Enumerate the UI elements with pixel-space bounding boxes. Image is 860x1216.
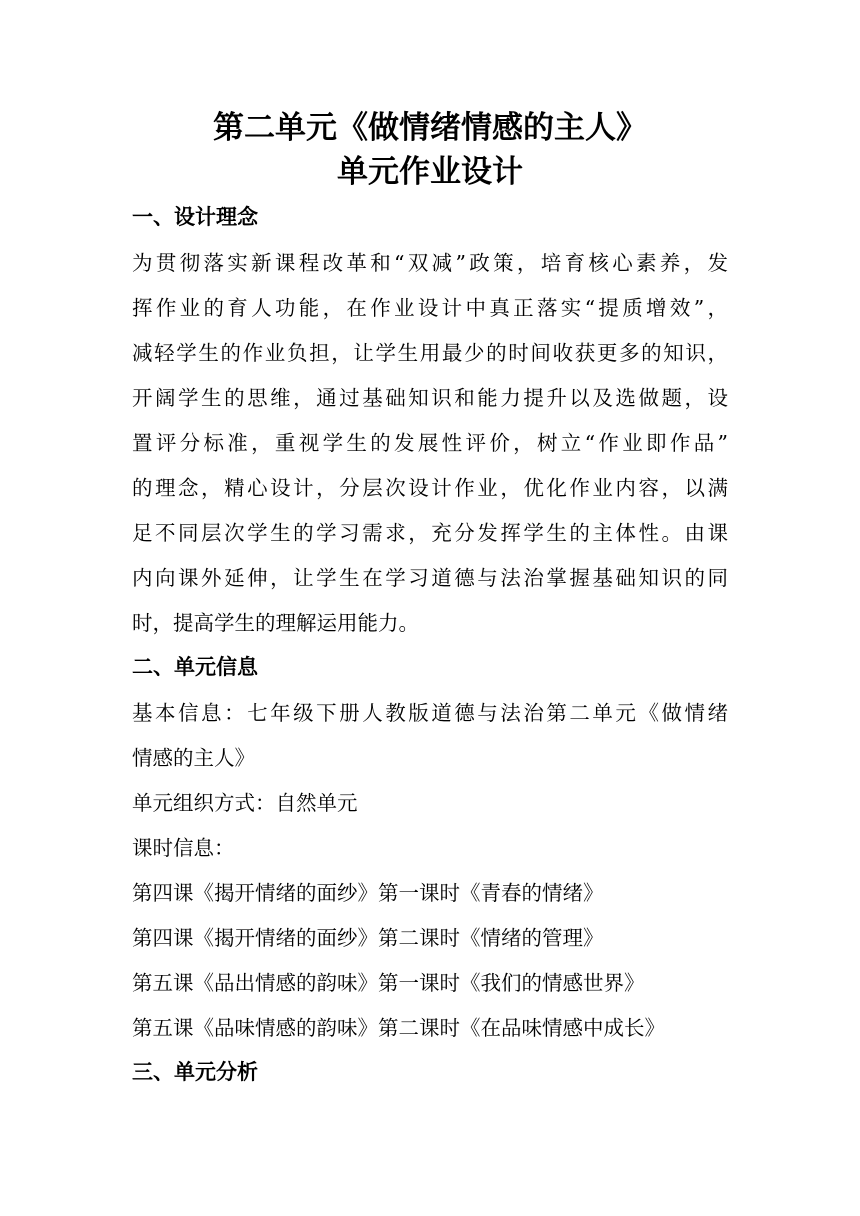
paragraph-line: 为贯彻落实新课程改革和“双减”政策，培育核心素养，发 [132, 251, 728, 275]
paragraph-line: 内向课外延伸，让学生在学习道德与法治掌握基础知识的同 [132, 566, 728, 590]
paragraph-line: 的理念，精心设计，分层次设计作业，优化作业内容，以满 [132, 476, 728, 500]
paragraph-line: 挥作业的育人功能，在作业设计中真正落实“提质增效”， [132, 296, 728, 320]
lesson-item: 第四课《揭开情绪的面纱》第一课时《青春的情绪》 [132, 881, 604, 905]
document-title-line-2: 单元作业设计 [337, 154, 523, 190]
section-heading-unit-info: 二、单元信息 [132, 655, 258, 679]
paragraph-line: 足不同层次学生的学习需求，充分发挥学生的主体性。由课 [132, 521, 728, 545]
section-heading-design-concept: 一、设计理念 [132, 205, 258, 229]
lesson-item: 第五课《品出情感的韵味》第一课时《我们的情感世界》 [132, 971, 645, 995]
paragraph-line: 置评分标准，重视学生的发展性评价，树立“作业即作品” [132, 431, 728, 455]
info-line-organization: 单元组织方式：自然单元 [132, 791, 358, 815]
section-heading-unit-analysis: 三、单元分析 [132, 1060, 258, 1084]
paragraph-line: 开阔学生的思维，通过基础知识和能力提升以及选做题，设 [132, 386, 728, 410]
lesson-item: 第五课《品味情感的韵味》第二课时《在品味情感中成长》 [132, 1016, 665, 1040]
info-line-basic-cont: 情感的主人》 [132, 746, 255, 770]
lesson-item: 第四课《揭开情绪的面纱》第二课时《情绪的管理》 [132, 926, 604, 950]
info-line-lesson-info: 课时信息： [132, 836, 235, 860]
paragraph-line: 减轻学生的作业负担，让学生用最少的时间收获更多的知识， [132, 341, 728, 365]
info-line-basic: 基本信息：七年级下册人教版道德与法治第二单元《做情绪 [132, 701, 728, 725]
document-title-line-1: 第二单元《做情绪情感的主人》 [213, 110, 647, 146]
paragraph-line: 时，提高学生的理解运用能力。 [132, 611, 419, 635]
